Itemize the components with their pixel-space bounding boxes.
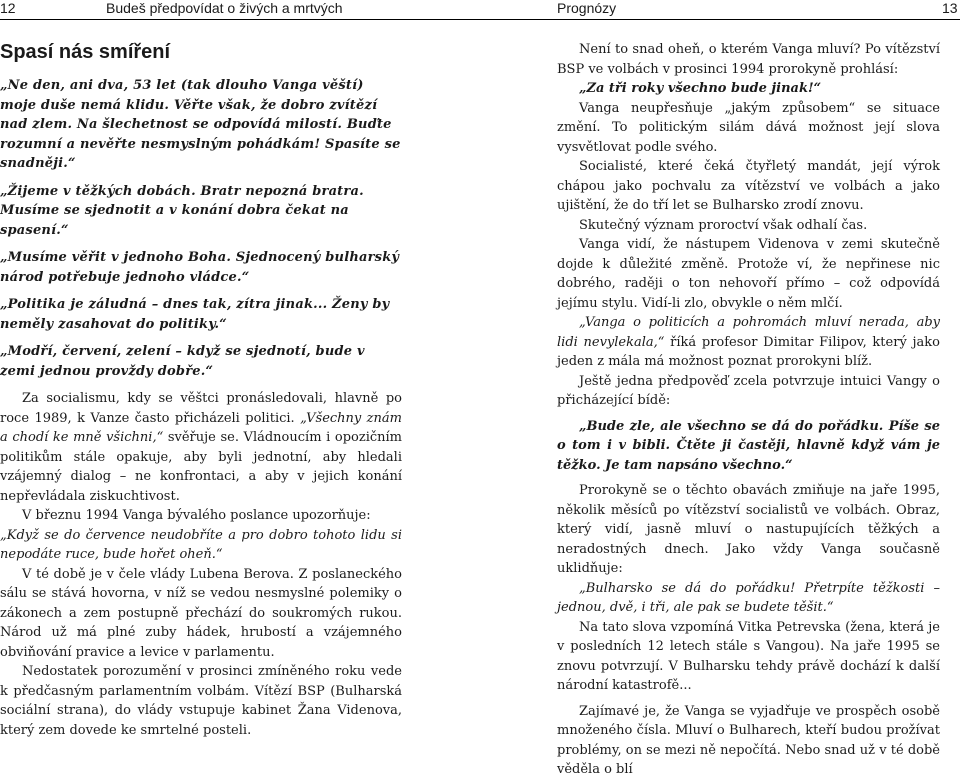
quote-paragraph: „Bulharsko se dá do pořádku! Přetrpíte těžkosti – jednou, dvě, i tři, ale pak se budete těšit.“ xyxy=(557,580,940,615)
quote-paragraph: „Bude zle, ale všechno se dá do pořádku. Píše se o tom i v bibli. Čtěte ji častěji, hlavně když vám je těžko. Je tam napsáno všechno.“ xyxy=(557,418,940,473)
paragraph: Vanga vidí, že nástupem Videnova v zemi skutečně dojde k důležité změně. Protože ví, že nepřinese nic dobrého, raději o ton nehovoří přímo – což odpovídá jejímu stylu. Vidí-li zlo, obvykle o něm mlčí. xyxy=(557,237,940,311)
inline-quote: „Všechny znám a chodí ke mně všichni,“ xyxy=(0,410,402,445)
left-page xyxy=(0,0,480,738)
paragraph xyxy=(0,389,402,506)
paragraph: Vanga neupřesňuje „jakým způsobem“ se situace změní. To politickým silám dává možnost její slova vysvětlovat podle svého. xyxy=(557,100,940,155)
paragraph: Socialisté, které čeká čtyřletý mandát, její výrok chápou jako pochvalu za vítězství ve volbách a jako ujištění, že do tří let se Bulharsko zrodí znovu. xyxy=(557,159,940,213)
prayer-quote: „Politika je záludná – dnes tak, zítra jinak... Ženy by neměly zasahovat do politiky.“ xyxy=(0,297,390,332)
paragraph: V březnu 1994 Vanga bývalého poslance upozorňuje: xyxy=(22,508,371,523)
paragraph: V té době je v čele vlády Lubena Berova. Z poslaneckého sálu se stává hovorna, v níž se vedou nesmyslné polemiky o zákonech a zem postupně přechází do soukromých rukou. Národ už má plné zuby hádek, hrubostí a vzájemného obviňování pravice a levice v parlamentu. xyxy=(0,566,402,660)
inline-quote: „Vanga o politicích a pohromách mluví nerada, aby lidi nevylekala,“ xyxy=(557,315,940,350)
right-column xyxy=(557,40,940,780)
page-number: 12 xyxy=(0,0,16,16)
quote-paragraph: „Když se do července neudobříte a pro dobro tohoto lidu si nepodáte ruce, bude hořet oheň.“ xyxy=(0,527,402,562)
header-rule xyxy=(480,19,960,20)
text-run: říká profesor Dimitar Filipov, který jako jeden z mála má možnost poznat prorokyni blíž. xyxy=(557,334,940,369)
prayer-quote: „Ne den, ani dva, 53 let (tak dlouho Vanga věští) moje duše nemá klidu. Věřte však, že dobro zvítězí nad zlem. Na šlechetnost se odpovídá milostí. Buďte rozumní a nevěřte nesmyslným pohádkám! Spasíte se snadněji.“ xyxy=(0,78,401,171)
paragraph: Prorokyně se o těchto obavách zmiňuje na jaře 1995, několik měsíců po vítězství socialistů ve volbách. Obraz, který vidí, jasně mluví o nastupujících těžkých a neradostných dnech. Jako vždy Vanga současně uklidňuje: xyxy=(557,483,940,576)
paragraph: Ještě jedna předpověď zcela potvrzuje intuici Vangy o přicházející bídě: xyxy=(557,373,940,408)
paragraph: Zajímavé je, že Vanga se vyjadřuje ve prospěch osobě množeného čísla. Mluví o Bulharech, kteří budou prožívat problémy, on se mezi ně nepočítá. Nebo snad už v té době věděla o blí xyxy=(557,703,940,777)
prayer-quote: „Modří, červení, zelení – když se sjednotí, bude v zemi jednou provždy dobře.“ xyxy=(0,344,365,379)
running-title: Budeš předpovídat o živých a mrtvých xyxy=(106,0,343,16)
paragraph: Nedostatek porozumění v prosinci zmíněného roku vede k předčasným parlamentním volbám. Vítězí BSP (Bulharská sociální strana), do vlády vstupuje kabinet Žana Videnova, který zem dovede ke smrtelné posteli. xyxy=(0,664,402,738)
text-run: Za socialismu, kdy se věštci pronásledovali, hlavně po roce 1989, k Vanze často přicházeli politici. xyxy=(0,391,402,426)
paragraph: Skutečný význam proroctví však odhalí čas. xyxy=(579,217,868,233)
paragraph xyxy=(557,313,940,372)
prayer-quote: „Musíme věřit v jednoho Boha. Sjednocený bulharský národ potřebuje jednoho vládce.“ xyxy=(0,250,400,285)
paragraph: Na tato slova vzpomíná Vitka Petrevska (žena, která je v posledních 12 letech stále s Vangou). Na jaře 1995 se znovu potvrzují. V Bulharsku tehdy právě dochází k další národní katastrofě... xyxy=(557,619,940,693)
quote-paragraph: „Za tři roky všechno bude jinak!“ xyxy=(579,81,822,96)
page-number: 13 xyxy=(942,0,958,16)
prayer-quote: „Žijeme v těžkých dobách. Bratr nepozná bratra. Musíme se sjednotit a v konání dobra čekat na spasení.“ xyxy=(0,183,364,238)
running-title: Prognózy xyxy=(557,0,617,16)
right-page xyxy=(480,0,960,777)
left-column xyxy=(0,30,402,740)
text-run: svěřuje se. Vládnoucím i opozičním politikům stále opakuje, aby byli jednotní, aby hledali vzájemný dialog – ne konfrontaci, a aby v jejich konání nepřevládala ziskuchtivost. xyxy=(0,430,402,504)
paragraph: Není to snad oheň, o kterém Vanga mluví? Po vítězství BSP ve volbách v prosinci 1994 prorokyně prohlásí: xyxy=(557,42,940,77)
section-heading: Spasí nás smíření xyxy=(0,41,171,63)
header-rule xyxy=(0,19,480,20)
